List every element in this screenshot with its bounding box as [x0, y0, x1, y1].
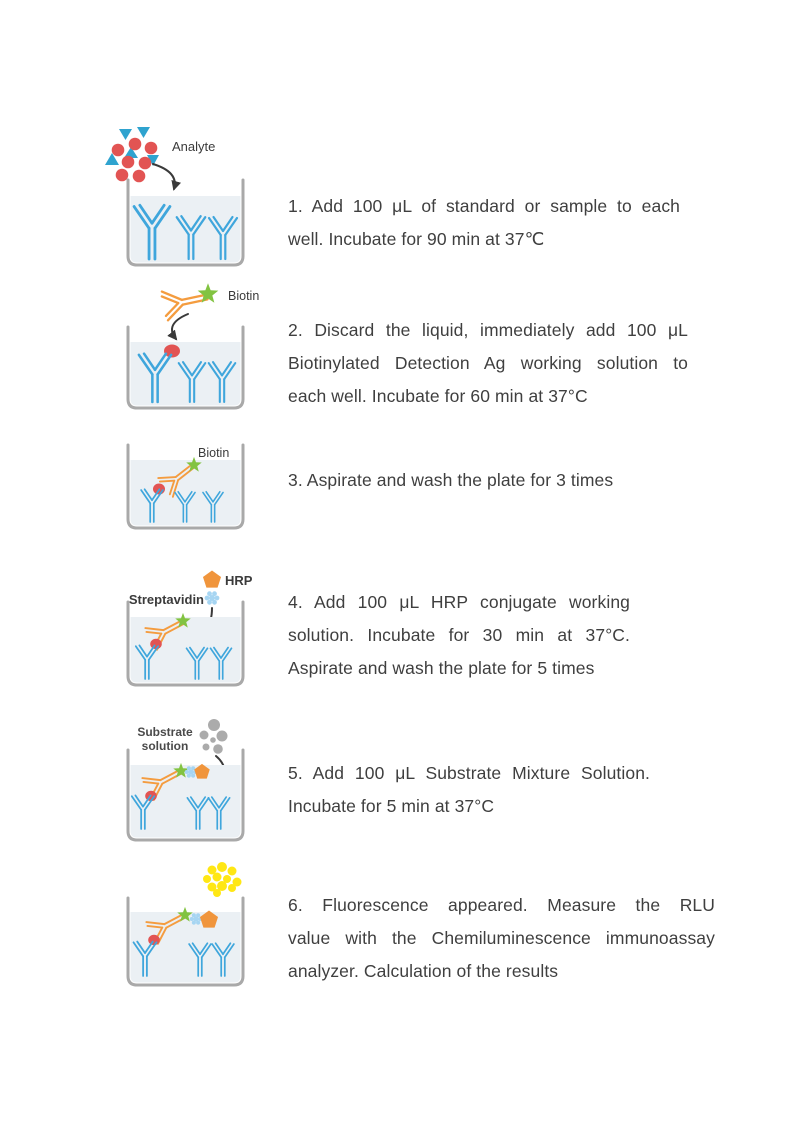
pour-arrow-icon — [153, 164, 175, 189]
step-6-line-3: analyzer. Calculation of the results — [288, 961, 559, 981]
step-5-line-2: Incubate for 5 min at 37°C — [288, 796, 495, 816]
step-5-line-1: 5. Add 100 μL Substrate Mixture Solution. — [288, 763, 650, 783]
step-2-line-3: each well. Incubate for 60 min at 37°C — [288, 386, 588, 406]
step-3-illustration — [95, 430, 265, 535]
step-5-text — [288, 757, 650, 823]
substrate-particles-icon — [200, 719, 228, 754]
substrate-solution-label-line2: solution — [141, 739, 189, 753]
step-6-line-1: 6. Fluorescence appeared. Measure the RLU — [288, 895, 715, 915]
bound-analyte-icon — [150, 639, 162, 649]
step-1-illustration — [95, 120, 265, 270]
biotin-label: Biotin — [228, 289, 260, 303]
add-arrow-icon — [172, 314, 188, 339]
step-4-line-3: Aspirate and wash the plate for 5 times — [288, 658, 595, 678]
step-1-text — [288, 190, 680, 256]
step-4-line-2: solution. Incubate for 30 min at 37°C. — [288, 625, 630, 645]
step-3-line-1: 3. Aspirate and wash the plate for 3 times — [288, 470, 614, 490]
step-2-line-1: 2. Discard the liquid, immediately add 100 μL — [288, 320, 688, 340]
analyte-label: Analyte — [172, 139, 216, 154]
step-4-illustration — [95, 565, 265, 695]
step-2-line-2: Biotinylated Detection Ag working solution to — [288, 353, 688, 373]
streptavidin-label: Streptavidin — [128, 592, 204, 607]
analyte-cluster-icon — [105, 127, 159, 182]
step-6-illustration — [95, 855, 265, 1000]
step-5-illustration — [95, 710, 265, 850]
step-6-line-2: value with the Chemiluminescence immunoassay — [288, 928, 715, 948]
step-6-text — [288, 889, 715, 988]
step-4-text — [288, 586, 630, 685]
substrate-solution-label-line1: Substrate — [137, 725, 193, 739]
fluorescence-icon — [203, 862, 242, 897]
step-2-illustration — [95, 275, 265, 415]
step-3-text — [288, 464, 708, 497]
step-2-text — [288, 314, 688, 413]
bound-analyte-icon — [148, 935, 160, 945]
step-1-line-1: 1. Add 100 μL of standard or sample to each — [288, 196, 680, 216]
streptavidin-icon — [205, 591, 220, 604]
step-4-line-1: 4. Add 100 μL HRP conjugate working — [288, 592, 630, 612]
hrp-label: HRP — [225, 573, 253, 588]
biotin-label: Biotin — [198, 446, 230, 460]
hrp-pentagon-icon — [203, 571, 221, 588]
step-1-line-2: well. Incubate for 90 min at 37℃ — [288, 229, 545, 249]
